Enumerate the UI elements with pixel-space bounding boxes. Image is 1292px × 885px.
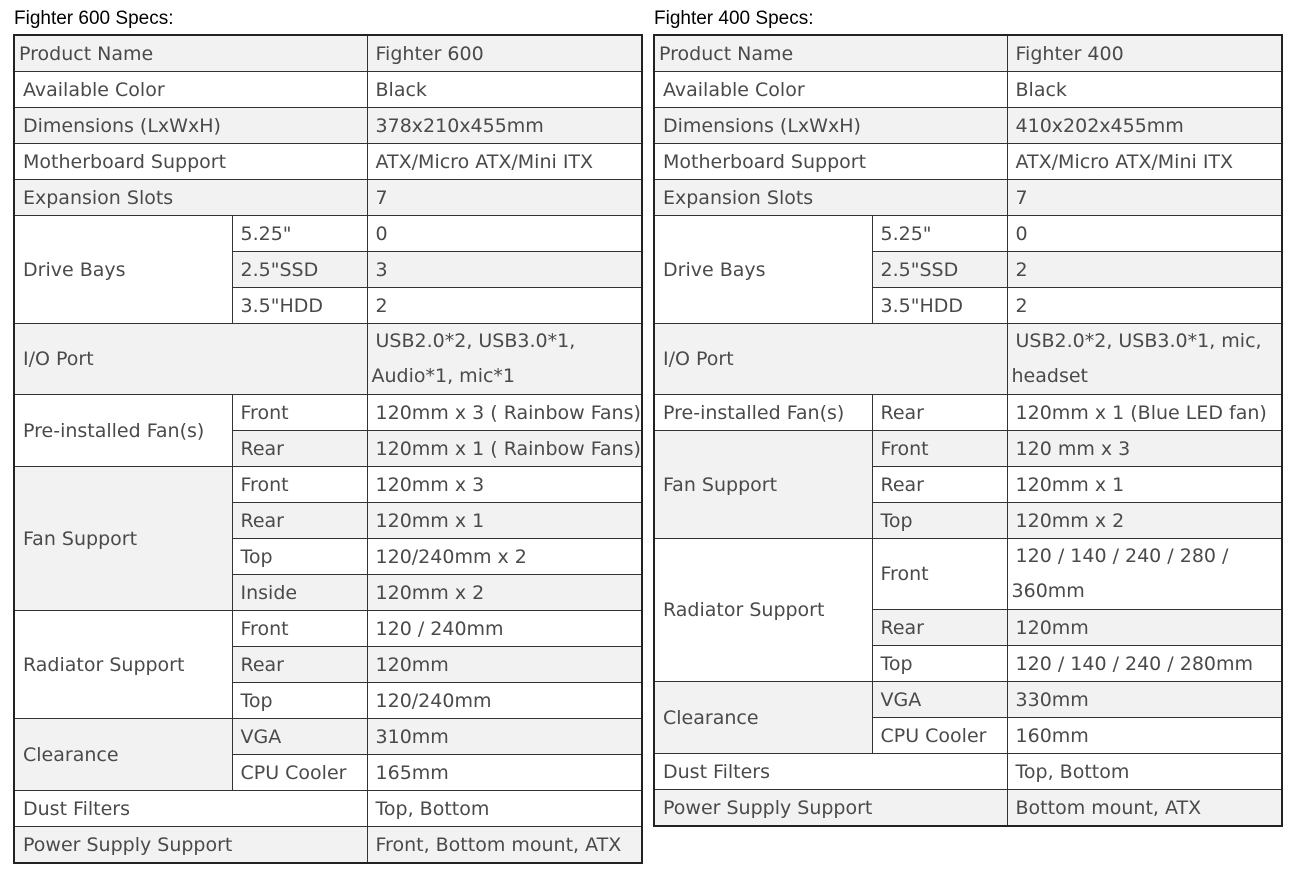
spec-value: Black: [1007, 72, 1282, 108]
table-row: [14, 108, 642, 144]
table-row: [654, 35, 1282, 72]
spec-sub-label: Top: [872, 646, 1007, 682]
spec-value: 120mm: [367, 647, 642, 683]
spec-value: 120/240mm x 2: [367, 539, 642, 575]
table-row: [14, 719, 642, 755]
spec-value: 7: [367, 180, 642, 216]
spec-label: Motherboard Support: [654, 144, 1007, 180]
spec-value: 0: [367, 216, 642, 252]
spec-label: Dust Filters: [654, 754, 1007, 790]
spec-group-label: Radiator Support: [654, 539, 872, 682]
spec-value-line: Audio*1, mic*1: [371, 365, 516, 387]
table-row: [14, 144, 642, 180]
spec-sub-label: Rear: [232, 647, 367, 683]
spec-value: 2: [367, 288, 642, 324]
spec-sub-label: Top: [232, 539, 367, 575]
spec-value-line: USB2.0*2, USB3.0*1, mic,: [1015, 330, 1262, 352]
spec-sub-label: Front: [872, 539, 1007, 610]
fighter-400-specs-table: [653, 34, 1283, 827]
spec-sub-label: 3.5"HDD: [872, 288, 1007, 324]
table-row: [14, 791, 642, 827]
table-row: [14, 72, 642, 108]
fighter-600-specs-table: [13, 34, 643, 864]
spec-label: I/O Port: [14, 324, 367, 395]
spec-value: 7: [1007, 180, 1282, 216]
spec-sub-label: VGA: [232, 719, 367, 755]
spec-label: Available Color: [654, 72, 1007, 108]
spec-value: Top, Bottom: [367, 791, 642, 827]
spec-value: ATX/Micro ATX/Mini ITX: [367, 144, 642, 180]
spec-value-line: headset: [1011, 365, 1088, 387]
spec-value: 120mm x 2: [1007, 503, 1282, 539]
spec-label: Product Name: [654, 35, 1007, 72]
table-row: [654, 682, 1282, 718]
spec-value: [1007, 539, 1282, 610]
spec-value: Fighter 600: [367, 35, 642, 72]
spec-value: [367, 324, 642, 395]
table-row: [14, 216, 642, 252]
spec-sub-label: VGA: [872, 682, 1007, 718]
spec-value: 120mm x 1: [367, 503, 642, 539]
spec-group-label: Clearance: [14, 719, 232, 791]
spec-value: 165mm: [367, 755, 642, 791]
spec-value: 0: [1007, 216, 1282, 252]
spec-sub-label: Top: [232, 683, 367, 719]
spec-value: 160mm: [1007, 718, 1282, 754]
spec-sub-label: Front: [232, 611, 367, 647]
spec-label: Available Color: [14, 72, 367, 108]
spec-value: 120 mm x 3: [1007, 431, 1282, 467]
spec-label: Motherboard Support: [14, 144, 367, 180]
spec-group-label: Radiator Support: [14, 611, 232, 719]
table-row: [654, 216, 1282, 252]
table-row: [14, 611, 642, 647]
table-row: [14, 467, 642, 503]
spec-value: 120mm x 1 ( Rainbow Fans): [367, 431, 642, 467]
spec-sub-label: CPU Cooler: [872, 718, 1007, 754]
spec-value: 120mm: [1007, 610, 1282, 646]
spec-sub-label: Inside: [232, 575, 367, 611]
spec-label: Dimensions (LxWxH): [654, 108, 1007, 144]
table-row: [14, 395, 642, 431]
spec-value: 120 / 240mm: [367, 611, 642, 647]
spec-label: Expansion Slots: [14, 180, 367, 216]
spec-sub-label: Rear: [872, 395, 1007, 431]
table-row: [654, 431, 1282, 467]
table-row: [14, 180, 642, 216]
spec-sub-label: Front: [232, 395, 367, 431]
fighter-400-specs-title: Fighter 400 Specs:: [654, 8, 814, 29]
table-row: [654, 180, 1282, 216]
spec-label: I/O Port: [654, 324, 1007, 395]
table-row: [14, 827, 642, 864]
spec-value: 120 / 140 / 240 / 280mm: [1007, 646, 1282, 682]
spec-sub-label: Rear: [872, 610, 1007, 646]
spec-group-label: Fan Support: [654, 431, 872, 539]
fighter-600-specs-title: Fighter 600 Specs:: [14, 8, 174, 29]
spec-sub-label: CPU Cooler: [232, 755, 367, 791]
spec-value: 330mm: [1007, 682, 1282, 718]
table-row: [14, 324, 642, 395]
fighter-600-specs-panel: [13, 0, 643, 864]
table-row: [654, 108, 1282, 144]
spec-value: 120mm x 2: [367, 575, 642, 611]
table-row: [654, 324, 1282, 395]
spec-label: Dust Filters: [14, 791, 367, 827]
table-row: [654, 395, 1282, 431]
spec-group-label: Pre-installed Fan(s): [14, 395, 232, 467]
spec-value: Fighter 400: [1007, 35, 1282, 72]
spec-value-line: 360mm: [1011, 580, 1085, 602]
spec-sub-label: 5.25": [872, 216, 1007, 252]
spec-value: 310mm: [367, 719, 642, 755]
spec-sub-label: Rear: [232, 503, 367, 539]
spec-value: 378x210x455mm: [367, 108, 642, 144]
spec-value: 120/240mm: [367, 683, 642, 719]
spec-sub-label: 3.5"HDD: [232, 288, 367, 324]
spec-value: [1007, 324, 1282, 395]
spec-value: ATX/Micro ATX/Mini ITX: [1007, 144, 1282, 180]
spec-value: 410x202x455mm: [1007, 108, 1282, 144]
table-row: [654, 790, 1282, 827]
spec-value: Bottom mount, ATX: [1007, 790, 1282, 827]
table-row: [654, 72, 1282, 108]
spec-label: Product Name: [14, 35, 367, 72]
spec-value: Top, Bottom: [1007, 754, 1282, 790]
spec-value-line: 120 / 140 / 240 / 280 /: [1015, 545, 1229, 567]
spec-value: 120mm x 1 (Blue LED fan): [1007, 395, 1282, 431]
spec-group-label: Clearance: [654, 682, 872, 754]
spec-group-label: Pre-installed Fan(s): [654, 395, 872, 431]
spec-sub-label: Top: [872, 503, 1007, 539]
table-row: [14, 35, 642, 72]
spec-group-label: Drive Bays: [654, 216, 872, 324]
spec-value: 120mm x 3 ( Rainbow Fans): [367, 395, 642, 431]
table-row: [654, 539, 1282, 610]
spec-value: Front, Bottom mount, ATX: [367, 827, 642, 864]
spec-value: Black: [367, 72, 642, 108]
spec-sub-label: Rear: [872, 467, 1007, 503]
spec-value: 3: [367, 252, 642, 288]
spec-value: 120mm x 3: [367, 467, 642, 503]
table-row: [654, 754, 1282, 790]
table-row: [654, 144, 1282, 180]
spec-label: Power Supply Support: [14, 827, 367, 864]
spec-label: Expansion Slots: [654, 180, 1007, 216]
spec-sub-label: 2.5"SSD: [232, 252, 367, 288]
spec-label: Power Supply Support: [654, 790, 1007, 827]
spec-value: 120mm x 1: [1007, 467, 1282, 503]
spec-sub-label: 5.25": [232, 216, 367, 252]
spec-sub-label: Rear: [232, 431, 367, 467]
spec-value: 2: [1007, 288, 1282, 324]
fighter-400-specs-panel: [653, 0, 1283, 827]
spec-sub-label: Front: [232, 467, 367, 503]
spec-sub-label: Front: [872, 431, 1007, 467]
spec-group-label: Drive Bays: [14, 216, 232, 324]
spec-sub-label: 2.5"SSD: [872, 252, 1007, 288]
spec-value: 2: [1007, 252, 1282, 288]
spec-group-label: Fan Support: [14, 467, 232, 611]
spec-label: Dimensions (LxWxH): [14, 108, 367, 144]
spec-value-line: USB2.0*2, USB3.0*1,: [375, 330, 576, 352]
